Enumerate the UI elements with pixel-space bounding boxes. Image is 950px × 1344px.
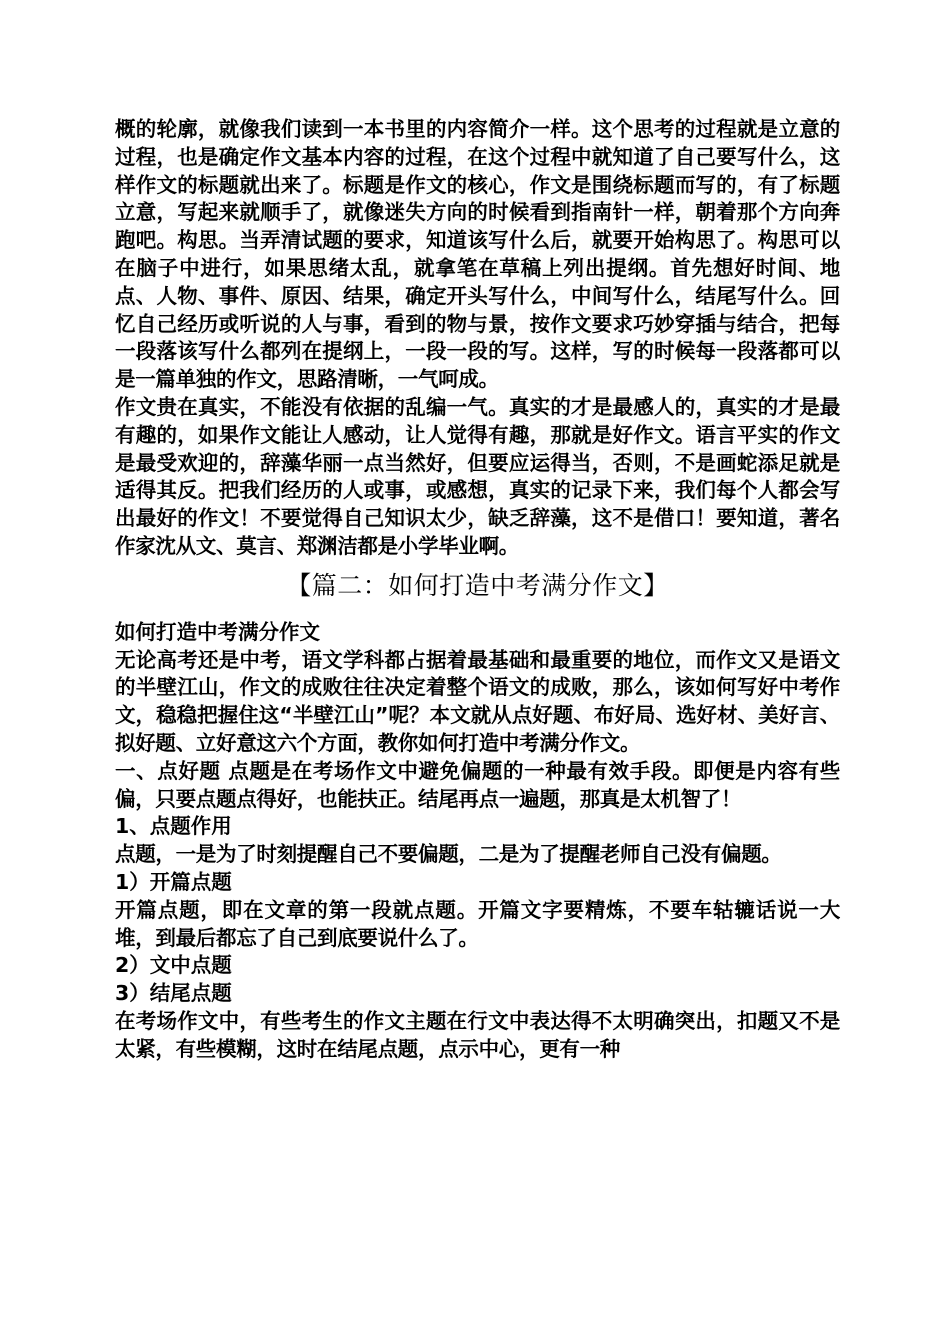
paragraph-point-topic: 一、点好题 点题是在考场作文中避免偏题的一种最有效手段。即便是内容有些偏，只要点题点得好，也能扶正。结尾再点一遍题，那真是太机智了！	[115, 758, 840, 811]
paragraph-ending: 在考场作文中，有些考生的作文主题在行文中表达得不太明确突出，扣题又不是太紧，有些模糊，这时在结尾点题，点示中心，更有一种	[115, 1008, 840, 1061]
paragraph-opening: 开篇点题，即在文章的第一段就点题。开篇文字要精炼，不要车轱辘话说一大堆，到最后都忘了自己到底要说什么了。	[115, 897, 840, 950]
paragraph-write-truthfully: 作文贵在真实，不能没有依据的乱编一气。真实的才是最感人的，真实的才是最有趣的，如果作文能让人感动，让人觉得有趣，那就是好作文。语言平实的作文是最受欢迎的，辞藻华丽一点当然好，但要应运得当，否则，不是画蛇添足就是适得其反。把我们经历的人或事，或感想，真实的记录下来，我们每个人都会写出最好的作文！不要觉得自己知识太少，缺乏辞藻，这不是借口！要知道，著名作家沈从文、莫言、郑渊洁都是小学毕业啊。	[115, 394, 840, 558]
subheading-ending: 3）结尾点题	[115, 981, 232, 1006]
subheading-opening: 1）开篇点题	[115, 869, 232, 894]
paragraph-composition-planning: 概的轮廓，就像我们读到一本书里的内容简介一样。这个思考的过程就是立意的过程，也是确定作文基本内容的过程，在这个过程中就知道了自己要写什么，这样作文的标题就出来了。标题是作文的核心，作文是围绕标题而写的，有了标题立意，写起来就顺手了，就像迷失方向的时候看到指南针一样，朝着那个方向奔跑吧。构思。当弄清试题的要求，知道该写什么后，就要开始构思了。构思可以在脑子中进行，如果思绪太乱，就拿笔在草稿上列出提纲。首先想好时间、地点、人物、事件、原因、结果，确定开头写什么，中间写什么，结尾写什么。回忆自己经历或听说的人与事，看到的物与景，按作文要求巧妙穿插与结合，把每一段落该写什么都列在提纲上，一段一段的写。这样，写的时候每一段落都可以是一篇单独的作文，思路清晰，一气呵成。	[115, 117, 840, 392]
subheading-purpose: 1、点题作用	[115, 814, 232, 839]
paragraph-intro: 无论高考还是中考，语文学科都占据着最基础和最重要的地位，而作文又是语文的半壁江山，作文的成败往往决定着整个语文的成败，那么，该如何写好中考作文，稳稳把握住这“半壁江山”呢？本文就从点好题、布好局、选好材、美好言、拟好题、立好意这六个方面，教你如何打造中考满分作文。	[115, 647, 840, 755]
article-title: 如何打造中考满分作文	[115, 619, 320, 644]
paragraph-purpose: 点题，一是为了时刻提醒自己不要偏题，二是为了提醒老师自己没有偏题。	[115, 842, 782, 867]
document-body	[115, 116, 840, 1064]
subheading-middle: 2）文中点题	[115, 953, 232, 978]
section-title: 【篇二：如何打造中考满分作文】	[286, 570, 669, 600]
